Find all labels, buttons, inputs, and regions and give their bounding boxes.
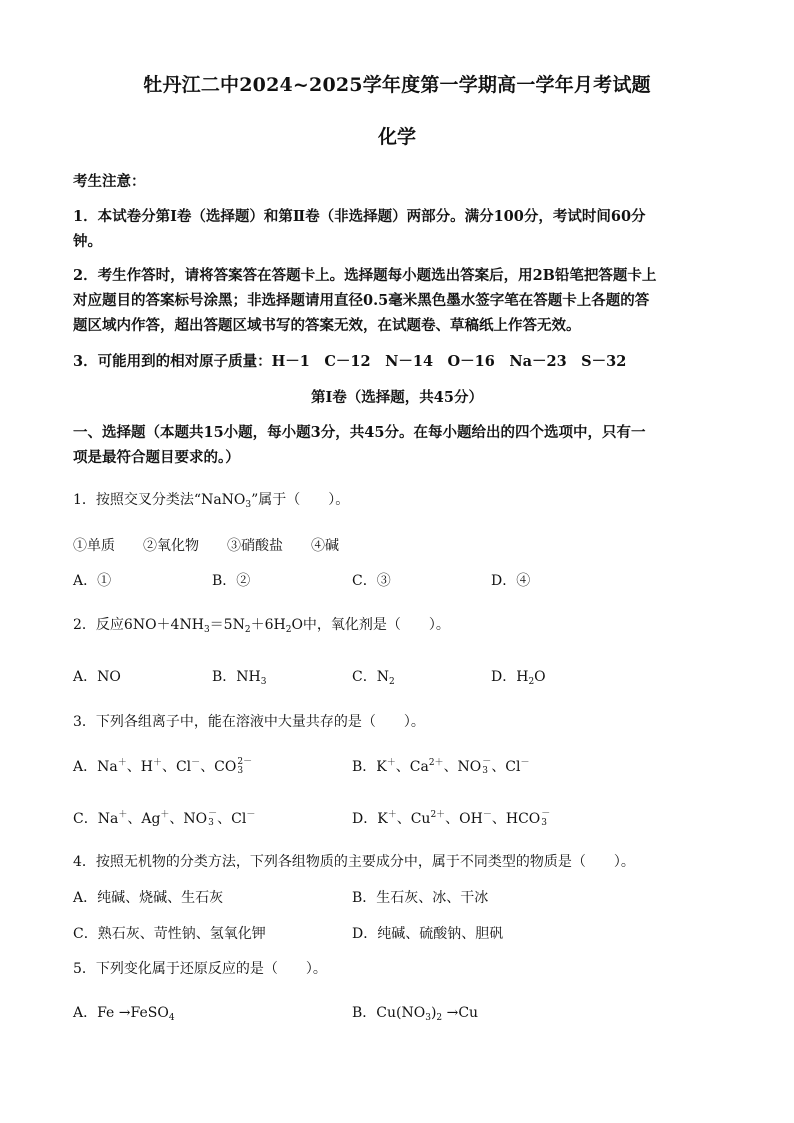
q5-option-a-sub: 4 (168, 1013, 175, 1023)
q2-option-d (491, 666, 546, 687)
q4-option-c: C．熟石灰、苛性钠、氢氧化钾 (73, 926, 266, 942)
q5-option-b-paren: ) (430, 1005, 437, 1021)
q3-d-ion-4-subsup (541, 810, 550, 828)
q3-a-ion-4-charge: 2－ (237, 757, 253, 767)
q3-a-ion-2: 、H (126, 759, 153, 775)
q3-a-ion-4-subsup (237, 758, 252, 776)
q3-b-ion-3-charge: － (482, 757, 492, 767)
q3-a-ion-1: A．Na (73, 759, 118, 775)
q5-option-b-text: B．Cu(NO (352, 1005, 426, 1021)
q2-option-d-sub: 2 (528, 677, 535, 687)
part1-heading: 第Ⅰ卷（选择题，共45分） (311, 389, 483, 406)
q5-option-b-sub-2: 2 (436, 1013, 443, 1023)
q3-c-ion-3: 、NO (169, 811, 208, 827)
q3-c-ion-3-charge: － (208, 809, 218, 819)
q3-a-ion-4: 、CO (200, 759, 237, 775)
q2-eq-part-1: 6NO＋4NH (123, 617, 204, 633)
q2-eq-part-4: O (291, 617, 303, 633)
question-1-stem (73, 489, 349, 510)
q1-formula-sub: 3 (245, 500, 252, 510)
q1-option-d: D．④ (491, 573, 531, 589)
q3-d-ion-1: D．K (352, 811, 388, 827)
q5-option-a (73, 1002, 175, 1023)
q3-b-ion-4: 、Cl (491, 759, 521, 775)
q3-d-ion-1-charge: ＋ (387, 810, 397, 820)
q3-b-ion-3-sub: 3 (482, 766, 489, 776)
q3-d-ion-2-charge: 2＋ (430, 810, 446, 820)
q3-b-ion-1: B．K (352, 759, 387, 775)
q3-a-ion-2-charge: ＋ (152, 758, 162, 768)
q3-option-b (352, 755, 530, 776)
q3-b-ion-1-charge: ＋ (386, 758, 396, 768)
q2-option-b (212, 666, 266, 687)
question-3-stem: 3．下列各组离子中，能在溶液中大量共存的是（ ）。 (73, 714, 425, 730)
q1-option-b: B．② (212, 573, 251, 589)
q3-d-ion-4-charge: － (541, 809, 551, 819)
q2-stem-text-b: 中，氧化剂是（ ）。 (302, 617, 450, 633)
q3-d-ion-2: 、Cu (396, 811, 431, 827)
question-5-stem: 5．下列变化属于还原反应的是（ ）。 (73, 961, 327, 977)
q2-option-b-text: B．NH (212, 669, 261, 685)
notice-item-2-line-1: 2．考生作答时，请将答案答在答题卡上。选择题每小题选出答案后，用2B铅笔把答题卡上 (73, 267, 657, 284)
q3-b-ion-2: 、Ca (395, 759, 429, 775)
q3-option-d (352, 807, 550, 828)
q3-c-ion-2: 、Ag (127, 811, 161, 827)
section-heading-line-1: 一、选择题（本题共15小题，每小题3分，共45分。在每小题给出的四个选项中，只有一 (73, 424, 646, 441)
q4-option-b: B．生石灰、冰、干冰 (352, 890, 489, 906)
q3-b-ion-2-charge: 2＋ (428, 758, 444, 768)
q3-d-ion-4: 、HCO (491, 811, 541, 827)
q3-a-ion-1-charge: ＋ (117, 758, 127, 768)
q3-c-ion-3-subsup (208, 810, 217, 828)
q2-option-b-sub: 3 (260, 677, 267, 687)
q1-formula: NaNO (201, 492, 246, 508)
question-4-stem: 4．按照无机物的分类方法，下列各组物质的主要成分中，属于不同类型的物质是（ ）。 (73, 854, 635, 870)
q2-eq-part-3: ＋6H (250, 617, 286, 633)
q3-d-ion-3-charge: － (482, 810, 492, 820)
q3-c-ion-1: C．Na (73, 811, 119, 827)
exam-title: 牡丹江二中2024~2025学年度第一学期高一学年月考试题 (143, 74, 651, 96)
section-heading-line-2: 项是最符合题目要求的。） (73, 449, 240, 466)
notice-heading: 考生注意： (73, 173, 146, 190)
notice-item-3: 3．可能用到的相对原子质量：H－1 C－12 N－14 O－16 Na－23 S－32 (73, 353, 627, 370)
q2-option-d-post: O (534, 669, 546, 685)
q3-b-ion-4-charge: － (520, 758, 530, 768)
q3-a-ion-3-charge: － (191, 758, 201, 768)
q2-option-d-text: D．H (491, 669, 529, 685)
q3-option-c (73, 807, 255, 828)
q3-c-ion-1-charge: ＋ (118, 810, 128, 820)
q2-stem-text-a: 2．反应 (73, 617, 124, 633)
q2-option-a: A．NO (73, 669, 121, 685)
q5-option-b-post: →Cu (442, 1005, 479, 1021)
notice-item-2-line-2: 对应题目的答案标号涂黑；非选择题请用直径0.5毫米黑色墨水签字笔在答题卡上各题的答 (73, 292, 650, 309)
q3-b-ion-3-subsup (482, 758, 491, 776)
q3-c-ion-4-charge: － (246, 810, 256, 820)
q5-option-a-text: A．Fe →FeSO (73, 1005, 169, 1021)
q2-eq-part-2: ＝5N (209, 617, 245, 633)
q3-option-a (73, 755, 252, 776)
q2-eq-sub-3: 2 (285, 625, 292, 635)
q3-c-ion-2-charge: ＋ (160, 810, 170, 820)
q3-d-ion-3: 、OH (445, 811, 483, 827)
q1-option-c: C．③ (352, 573, 391, 589)
q2-option-c (352, 666, 395, 687)
q4-option-d: D．纯碱、硫酸钠、胆矾 (352, 926, 504, 942)
q1-option-a: A．① (73, 573, 112, 589)
q3-a-ion-4-sub: 3 (237, 766, 244, 776)
q1-stem-text-b: ”属于（ ）。 (251, 492, 350, 508)
question-2-stem (73, 614, 450, 635)
notice-item-1-line-2: 钟。 (73, 233, 102, 250)
notice-item-2-line-3: 题区域内作答，超出答题区域书写的答案无效，在试题卷、草稿纸上作答无效。 (73, 317, 581, 334)
question-1-choices: ①单质 ②氧化物 ③硝酸盐 ④碱 (73, 538, 339, 554)
notice-item-1-line-1: 1．本试卷分第Ⅰ卷（选择题）和第Ⅱ卷（非选择题）两部分。满分100分，考试时间60分 (73, 208, 646, 225)
q5-option-b (352, 1002, 478, 1023)
q2-eq-sub-1: 3 (203, 625, 210, 635)
q3-a-ion-3: 、Cl (161, 759, 192, 775)
q4-option-a: A．纯碱、烧碱、生石灰 (73, 890, 224, 906)
q2-option-c-text: C．N (352, 669, 389, 685)
q3-c-ion-3-sub: 3 (208, 818, 214, 828)
q3-b-ion-3: 、NO (443, 759, 482, 775)
q5-option-b-sub: 3 (425, 1013, 431, 1023)
q1-stem-text-a: 1．按照交叉分类法“ (73, 492, 202, 508)
q3-c-ion-4: 、Cl (217, 811, 247, 827)
q2-eq-sub-2: 2 (244, 625, 251, 635)
q2-option-c-sub: 2 (388, 677, 395, 687)
q3-d-ion-4-sub: 3 (541, 818, 548, 828)
subject-title: 化学 (377, 126, 416, 148)
